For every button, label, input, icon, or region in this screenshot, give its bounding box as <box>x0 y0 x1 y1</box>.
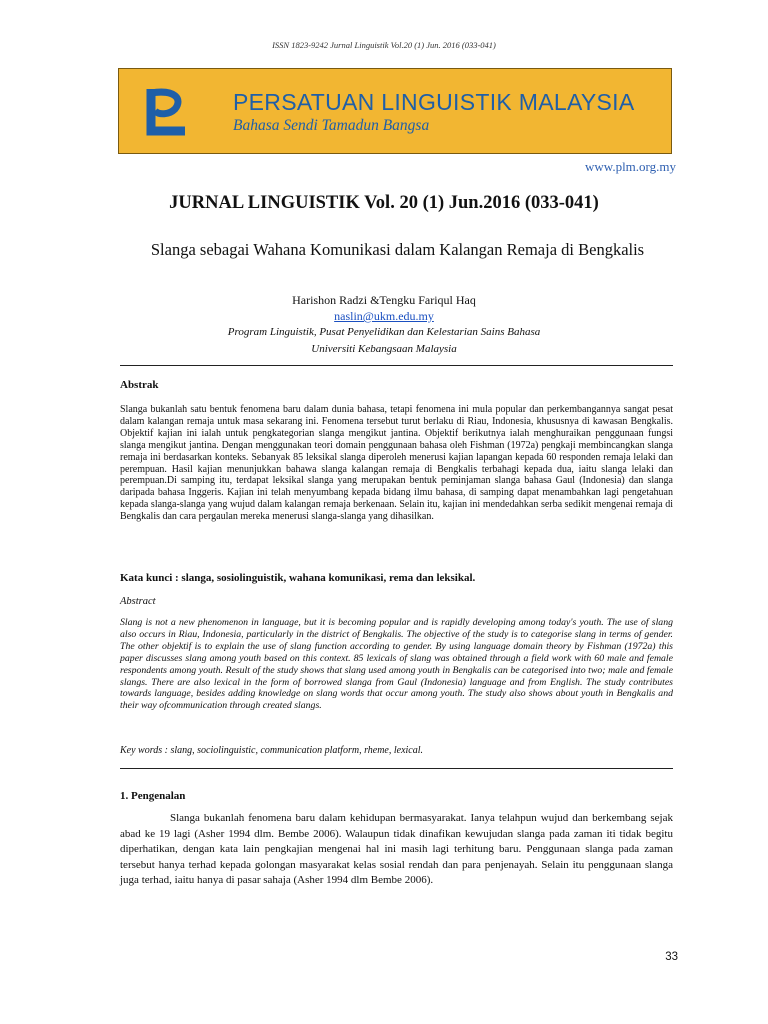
pengenalan-body <box>120 811 673 889</box>
page-number: 33 <box>665 951 678 963</box>
abstract-body: Slang is not a new phenomenon in language, but it is becoming popular and is rapidly developing among today's youth. The use of slang also occurs in Riau, Indonesia, particularly in the district of Bengkalis. The objective of the study is to categorise slang in terms of gender. The other objektif is to explain the use of slang function according to gender. By using language domain theory by Fishman (1972a) this paper discusses slang among youth based on this context. 85 lexicals of slang was obtained through a field work with 60 male and female respondents among youth. Result of the study shows that slang used among youth in Bengkalis can be categorised into two; male and female slangs. There are also lexical in the form of borrowed slanga from Gaul (Indonesia) language and from English. The study contributes towards language, besides adding knowledge on slang words that occur among youth. The study also shows about youth in Bengkalis and their way ofcommunication through created slangs. <box>120 617 673 712</box>
plm-logo-icon <box>145 85 193 141</box>
banner-subtitle: Bahasa Sendi Tamadun Bangsa <box>233 117 430 134</box>
affiliation-program: Program Linguistik, Pusat Penyelidikan dan Kelestarian Sains Bahasa <box>227 326 541 338</box>
running-head: ISSN 1823-9242 Jurnal Linguistik Vol.20 (1) Jun. 2016 (033-041) <box>272 40 496 50</box>
abstrak-body: Slanga bukanlah satu bentuk fenomena baru dalam dunia bahasa, tetapi fenomena ini mula popular dan perkembangannya sangat pesat dalam kalangan remaja untuk masa sekarang ini. Fenomena tersebut turut berlaku di Riau, Indonesia, khususnya di kawasan Bengkalis. Objektif kajian ini ialah untuk pengkategorian slanga mengikut jantina. Objektif berikutnya ialah menghuraikan penggunaan fungsi slanga mengikut jantina. Dengan menggunakan teori domain penggunaan bahasa oleh Fishman (1972a) pengkaji membincangkan slanga remaja ini berdasarkan konteks. Sebanyak 85 leksikal slanga diperoleh menerusi kajian lapangan kepada 60 responden remaja lelaki dan perempuan. Hasil kajian menunjukkan bahawa slanga kalangan remaja di Bengkalis terbahagi kepada dua, iaitu slanga lelaki dan perempuan.Di samping itu, terdapat leksikal slanga yang merupakan bentuk peminjaman slanga bahasa Gaul (Indonesia) dan slanga daripada bahasa Inggeris. Kajian ini telah menyumbang kepada bidang ilmu bahasa, di samping dapat menambahkan lagi pengetahuan kepada slanga-slanga yang wujud dalam kalangan remaja berkenaan. Selain itu, kajian ini mendedahkan serba sedikit mengenai remaja di Bengkalis dan cara pergaulan mereka menerusi slanga-slanga yang dihasilkan. <box>120 404 673 523</box>
divider-bottom <box>120 768 673 769</box>
keywords: Key words : slang, sociolinguistic, communication platform, rheme, lexical. <box>120 745 424 756</box>
divider-top <box>120 365 673 366</box>
author-email-link[interactable]: naslin@ukm.edu.my <box>334 309 434 323</box>
author-email-line <box>0 309 768 324</box>
journal-title: JURNAL LINGUISTIK Vol. 20 (1) Jun.2016 (033-041) <box>169 193 599 213</box>
banner-title: PERSATUAN LINGUISTIK MALAYSIA <box>233 89 635 115</box>
website-link[interactable]: www.plm.org.my <box>585 159 676 174</box>
kata-kunci: Kata kunci : slanga, sosiolinguistik, wahana komunikasi, rema dan leksikal. <box>120 572 476 584</box>
abstract-heading: Abstract <box>120 596 156 607</box>
authors: Harishon Radzi &Tengku Fariqul Haq <box>292 293 476 307</box>
abstrak-heading: Abstrak <box>120 379 159 391</box>
pengenalan-paragraph: Slanga bukanlah fenomena baru dalam kehidupan bermasyarakat. Ianya telahpun wujud dan berkembang sejak abad ke 19 lagi (Asher 1994 dlm. Bembe 2006). Walaupun tidak dinafikan kewujudan slanga pada zaman iti tidak begitu diperhatikan, dengan kata lain pengkajian mengenai hal ini masih lagi terhitung baru. Penggunaan slanga pada zaman tersebut hanya terhad kepada golongan masyarakat kelas sosial rendah dan para penjenayah. Selain itu penggunaan slanga juga terhad, iaitu hanya di pasar sahaja (Asher 1994 dlm Bembe 2006). <box>120 812 673 886</box>
section-heading-pengenalan: 1. Pengenalan <box>120 790 186 802</box>
article-title: Slanga sebagai Wahana Komunikasi dalam Kalangan Remaja di Bengkalis <box>150 240 645 259</box>
society-banner <box>118 68 672 154</box>
affiliation-university: Universiti Kebangsaan Malaysia <box>311 343 457 355</box>
